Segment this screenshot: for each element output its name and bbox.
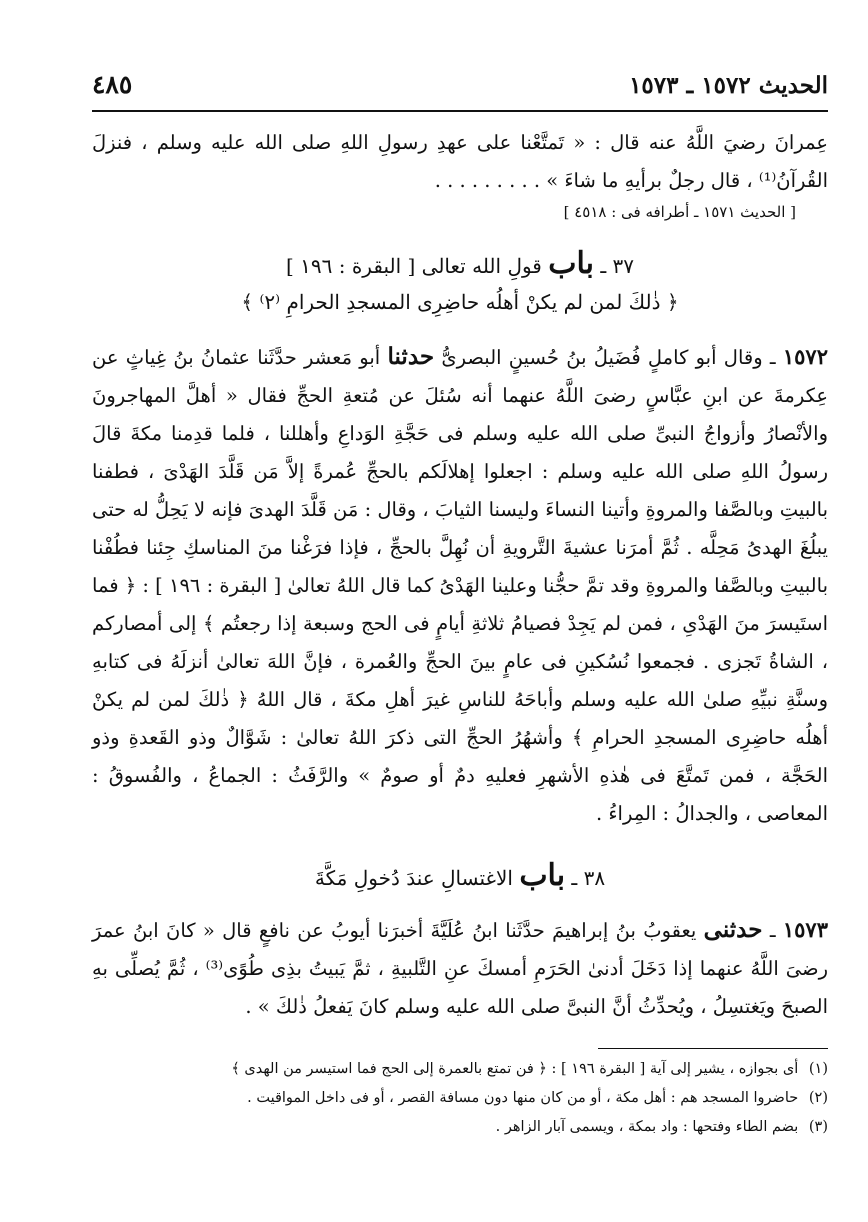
footnote [92,1055,828,1084]
chapter-number: ٣٨ ـ [571,866,606,890]
chapter-heading-38 [92,857,828,897]
footnote [92,1084,828,1113]
hadith-1572 [92,338,828,833]
running-title: الحديث ١٥٧٢ ـ ١٥٧٣ [629,72,828,99]
chapter-word: باب [519,858,566,893]
hadith-number: ١٥٧٣ [782,917,828,942]
hadith-body: أبو مَعشر حدَّثَنا عثمانُ بنُ غِياثٍ عن عِكرمةَ عن ابنِ عبَّاسٍ رضىَ اللَّهُ عنهما أنه سُئلَ عن مُتعةِ الحجِّ فقال « أهلَّ المهاجرونَ والأنْصارُ وأزواجُ النبىِّ صلى الله عليه وسلم فى حَجَّةِ الوَداعِ وأهللنا ، فلما قدِمنا مكةَ قالَ رسولُ اللهِ صلى الله عليه وسلم : اجعلوا إهلالَكم بالحجِّ عُمرةً إلاَّ مَن قَلَّدَ الهَدْىَ ، فطفنا بالبيتِ وبالصَّفا والمروةِ وأتينا النساءَ وليسنا الثيابَ ، وقال : مَن قَلَّدَ الهدىَ فإنه لا يَحِلُّ له حتى يبلُغَ الهدىُ مَحِلَّه . ثُمَّ أمرَنا عشيةَ التَّرويةِ أن نُهِلَّ بالحجِّ ، فإذا فرَغْنا منَ المناسكِ جِئنا فطُفْنا بالبيتِ وبالصَّفا والمروةِ وقد تمَّ حجُّنا وعلينا الهَدْىُ كما قال اللهُ تعالىٰ [ البقرة : ١٩٦ ] : ﴿ فما استَيسرَ منَ الهَدْىِ ، فمن لم يَجِدْ فصيامُ ثلاثةِ أيامٍ فى الحج وسبعة إذا رجعتُم ﴾ إلى أمصاركم ، الشاةُ تَجزى . فجمعوا نُسُكينِ فى عامٍ بينَ الحجِّ والعُمرة ، فإنَّ اللهَ تعالىٰ أنزلَهُ فى كتابهِ وسنَّةِ نبيِّهِ صلىٰ الله عليه وسلم وأباحَهُ للناسِ غيرَ أهلِ مكةَ ، قال اللهُ ﴿ ذٰلكَ لمن لم يكنْ أهلُه حاضِرِى المسجدِ الحرامِ ﴾ وأشهُرُ الحجِّ التى ذكرَ اللهُ تعالىٰ : شَوَّالٌ وذو القَعدةِ وذو الحَجَّة ، فمن تَمتَّعَ فى هٰذهِ الأشهرِ فعليهِ دمٌ أو صومٌ » والرَّفَثُ : الجماعُ ، والفُسوقُ : المعاصى ، والجدالُ : المِراءُ . [92,346,828,825]
intro-paragraph: عِمرانَ رضيَ اللَّهُ عنه قال : « تَمتَّعْنا على عهدِ رسولِ اللهِ صلى الله عليه وسلم ، فنزلَ القُرآنُ⁽¹⁾ ، قال رجلٌ برأيهِ ما شاءَ » . . . . . . . . . [92,131,828,192]
footnote-number: (٢) [808,1090,828,1106]
footnote [92,1113,828,1142]
footnotes [92,1048,828,1142]
page-number: ٤٨٥ [92,70,133,99]
chapter-number: ٣٧ ـ [600,254,635,278]
chapter-title: قولِ الله تعالى [ البقرة : ١٩٦ ] [285,254,542,278]
footnote-number: (١) [808,1061,828,1077]
page-header [92,70,828,112]
book-page [92,70,828,1202]
hadith-1573 [92,911,828,1026]
chapter-verse: ﴿ ذٰلكَ لمن لم يكنْ أهلُه حاضِرِى المسجدِ الحرامِ ⁽٢⁾ ﴾ [241,290,679,314]
chapter-word: باب [548,246,594,281]
footnote-divider [598,1048,828,1049]
hadith-lead: ـ [769,919,776,942]
hadith-number: ١٥٧٢ [782,344,828,369]
footnote-text: أى بجوازه ، يشير إلى آية [ البقرة ١٩٦ ] : ﴿ فن تمتع بالعمرة إلى الحج فما استيسر من الهدى ﴾ [231,1061,799,1077]
hadith-reference: [ الحديث ١٥٧١ ـ أطرافه فى : ٤٥١٨ ] [563,203,796,221]
haddathani-word: حدثنى [703,916,763,943]
footnote-text: بضم الطاء وفتحها : واد بمكة ، ويسمى آبار الزاهر . [495,1119,799,1135]
haddathana-word: حدثنا [387,343,435,370]
chapter-heading-37 [92,246,828,284]
footnote-number: (٣) [808,1119,828,1135]
hadith-body: يعقوبُ بنُ إبراهيمَ حدَّثَنا ابنُ عُلَيَّةَ أخبرَنا أيوبُ عن نافعٍ قال « كانَ ابنُ عمرَ رضىَ اللَّهُ عنهما إذا دَخَلَ أدنىٰ الحَرَمِ أمسكَ عنِ التَّلبيةِ ، ثمَّ يَبيتُ بذِى طُوًى⁽³⁾ ، ثُمَّ يُصلِّى بهِ الصبحَ ويَغتسِلُ ، ويُحدِّثُ أنَّ النبىَّ صلى الله عليه وسلم كانَ يَفعلُ ذٰلكَ » . [92,919,828,1018]
chapter-title: الاغتسالِ عندَ دُخولِ مَكَّةَ [314,866,513,890]
footnote-text: حاضروا المسجد هم : أهل مكة ، أو من كان منها دون مسافة القصر ، أو فى داخل المواقيت . [247,1090,799,1106]
hadith-lead: ـ وقال أبو كاملٍ فُضَيلُ بنُ حُسينٍ البصرىُّ [441,346,776,369]
